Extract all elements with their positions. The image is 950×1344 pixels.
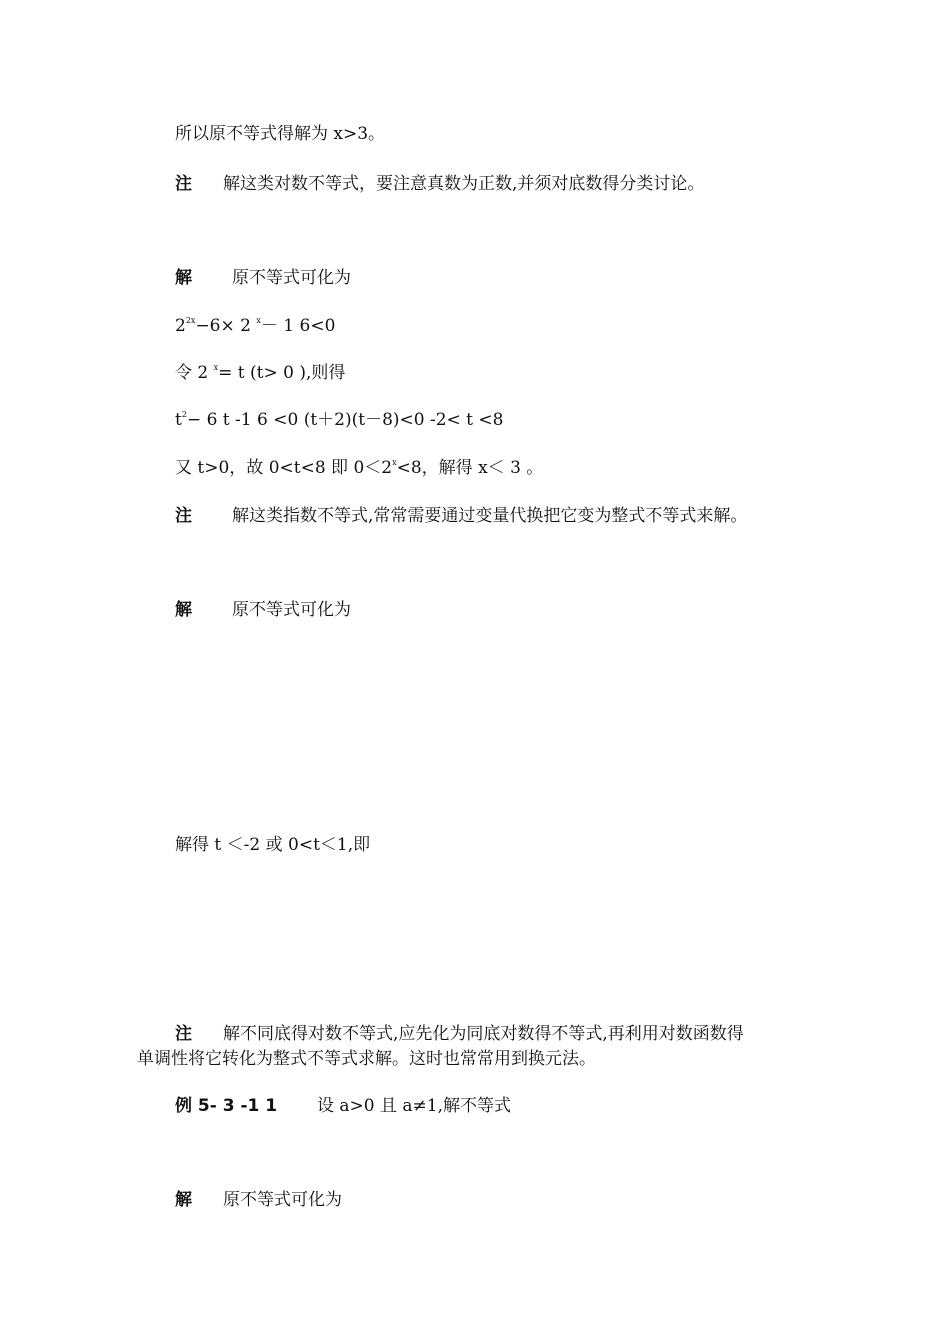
- note-text: 单调性将它转化为整式不等式求解。这时也常常用到换元法。: [137, 1049, 596, 1069]
- solution-text: 原不等式可化为: [232, 600, 351, 620]
- example-line: [175, 1096, 511, 1116]
- superscript: x: [256, 316, 261, 325]
- solution-line-1: [175, 268, 351, 288]
- solution-line-3: [175, 1190, 342, 1210]
- equation-part: − 6 t -1 6 <0 (t＋2)(t－8)<0 -2< t <8: [186, 410, 504, 430]
- solution-text: 原不等式可化为: [223, 1190, 342, 1210]
- superscript: x: [213, 363, 219, 372]
- note-label: 注: [175, 174, 192, 194]
- equation-part: 又 t>0，故 0<t<8 即 0＜2: [175, 458, 393, 478]
- note-line-log: [175, 174, 704, 194]
- note-line-diff-base: [175, 1024, 744, 1044]
- superscript: x: [392, 458, 397, 467]
- equation-line-1: [175, 316, 335, 336]
- conclusion-text: 所以原不等式得解为 x>3。: [175, 124, 386, 144]
- result-text: 解得 t ＜-2 或 0<t＜1,即: [175, 835, 371, 855]
- superscript: 2x: [185, 316, 196, 325]
- result-line: [175, 835, 370, 855]
- equation-part: −6× 2: [195, 316, 257, 336]
- range-line: [175, 458, 543, 478]
- note-text: 解这类对数不等式，要注意真数为正数,并须对底数得分类讨论。: [223, 174, 705, 194]
- equation-part: 2: [175, 316, 186, 336]
- equation-line-2: [175, 410, 503, 430]
- equation-part: 令 2: [175, 363, 214, 383]
- equation-part: = t (t> 0 ),则得: [218, 363, 346, 383]
- equation-part: <8，解得 x＜ 3 。: [396, 458, 544, 478]
- solution-label: 解: [175, 600, 192, 620]
- note-label: 注: [175, 506, 192, 526]
- superscript: 2: [181, 410, 187, 419]
- note-line-continuation: [137, 1049, 596, 1069]
- note-text: 解不同底得对数不等式,应先化为同底对数得不等式,再利用对数函数得: [223, 1024, 744, 1044]
- solution-line-2: [175, 600, 351, 620]
- note-line-exp: [175, 506, 747, 526]
- note-label: 注: [175, 1024, 192, 1044]
- conclusion-line: [175, 124, 385, 144]
- substitution-line: [175, 363, 345, 383]
- solution-label: 解: [175, 268, 192, 288]
- solution-label: 解: [175, 1190, 192, 1210]
- example-text: 设 a>0 且 a≠1,解不等式: [317, 1096, 512, 1116]
- equation-part: － 1 6<0: [260, 316, 336, 336]
- solution-text: 原不等式可化为: [232, 268, 351, 288]
- note-text: 解这类指数不等式,常常需要通过变量代换把它变为整式不等式来解。: [232, 506, 748, 526]
- example-label: 例 5- 3 -1 1: [175, 1096, 278, 1116]
- equation-part: t: [175, 410, 182, 430]
